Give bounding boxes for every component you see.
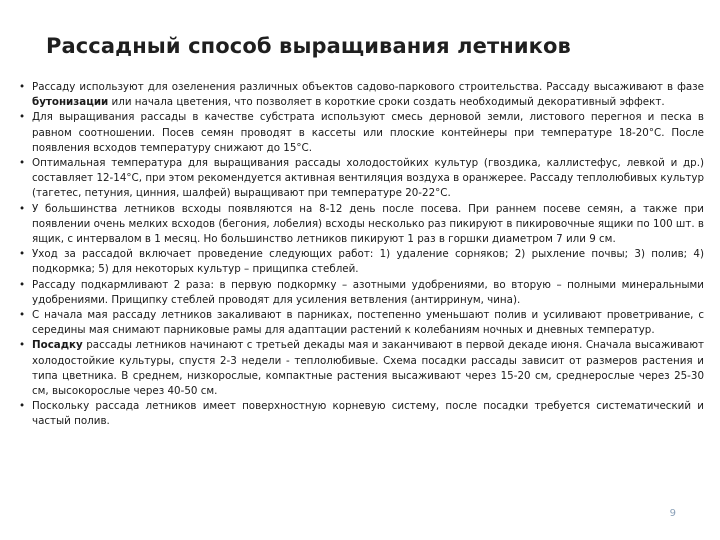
- bullet-text: Для выращивания рассады в качестве субстрата используют смесь дерновой земли, листового перегноя и песка в равном соотношении. Посев семян проводят в кассеты или плоские контейнеры при температуре 18-20°С. После появления всходов температуру снижают до 15°С.: [32, 111, 704, 154]
- bullet-text: С начала мая рассаду летников закаливают в парниках, постепенно уменьшают полив и усиливают проветривание, с середины мая снимают парниковые рамы для адаптации растений к колебаниям ночных и дневных температур.: [32, 309, 704, 337]
- bullet-list: [18, 80, 704, 430]
- bullet-dot-icon: •: [19, 278, 26, 291]
- bullet-dot-icon: •: [19, 202, 26, 215]
- bullet-item: [18, 308, 704, 338]
- bullet-text: Рассаду подкармливают 2 раза: в первую подкормку – азотными удобрениями, во вторую – полными минеральными удобрениями. Прищипку стеблей проводят для усиления ветвления (антирринум, чина).: [32, 278, 704, 306]
- bullet-item: [18, 247, 704, 277]
- bullet-dot-icon: •: [19, 248, 26, 261]
- bullet-text: Оптимальная температура для выращивания рассады холодостойких культур (гвоздика, каллистефус, левкой и др.) составляет 12-14°С, при этом рекомендуется активная вентиляция воздуха в оранжерее. Рассаду теплолюбивых культур (тагетес, петуния, цинния, шалфей) выращивают при температуре 20-22°С.: [32, 157, 704, 200]
- bullet-text: Уход за рассадой включает проведение следующих работ: 1) удаление сорняков; 2) рыхление почвы; 3) полив; 4) подкормка; 5) для некоторых культур – прищипка стеблей.: [32, 248, 704, 276]
- bullet-text: Рассаду используют для озеленения различных объектов садово-паркового строительства. Рассаду высаживают в фазе: [32, 81, 704, 93]
- bullet-item: [18, 399, 704, 429]
- bullet-text: или начала цветения, что позволяет в короткие сроки создать необходимый декоративный эффект.: [108, 96, 665, 109]
- slide-title: Рассадный способ выращивания летников: [46, 34, 571, 58]
- bullet-dot-icon: •: [19, 81, 26, 93]
- bullet-dot-icon: •: [19, 157, 26, 170]
- bullet-text: У большинства летников всходы появляются на 8-12 день после посева. При раннем посеве семян, а также при появлении очень мелких всходов (бегония, лобелия) всходы несколько раз пикируют в пикировочные ящики по 100 шт. в ящик, с интервалом в 1 месяц. Но большинство летников пикируют 1 раз в горшки диаметром 7 или 9 см.: [32, 202, 704, 246]
- bullet-text: рассады летников начинают с третьей декады мая и заканчивают в первой декаде июня. Сначала высаживают холодостойкие культуры, спустя 2-3 недели - теплолюбивые. Схема посадки рассады зависит от размеров растения и типа цветника. В среднем, низкорослые, компактные растения высаживают через 15-20 см, среднерослые через 25-30 см, высокорослые через 40-50 см.: [32, 339, 704, 398]
- bullet-dot-icon: •: [19, 400, 26, 413]
- page-number: 9: [669, 508, 676, 519]
- bullet-item: [18, 338, 704, 399]
- bullet-item: [18, 80, 704, 110]
- bullet-dot-icon: •: [19, 309, 26, 322]
- bullet-text: Поскольку рассада летников имеет поверхностную корневую систему, после посадки требуется систематический и частый полив.: [32, 400, 704, 428]
- bullet-dot-icon: •: [19, 111, 26, 124]
- bullet-bold-term: бутонизации: [32, 96, 109, 109]
- bullet-item: [18, 156, 704, 202]
- bullet-item: [18, 278, 704, 308]
- bullet-item: [18, 202, 704, 248]
- bullet-item: [18, 110, 704, 156]
- bullet-dot-icon: •: [19, 339, 26, 352]
- bullet-bold-term: Посадку: [32, 339, 83, 352]
